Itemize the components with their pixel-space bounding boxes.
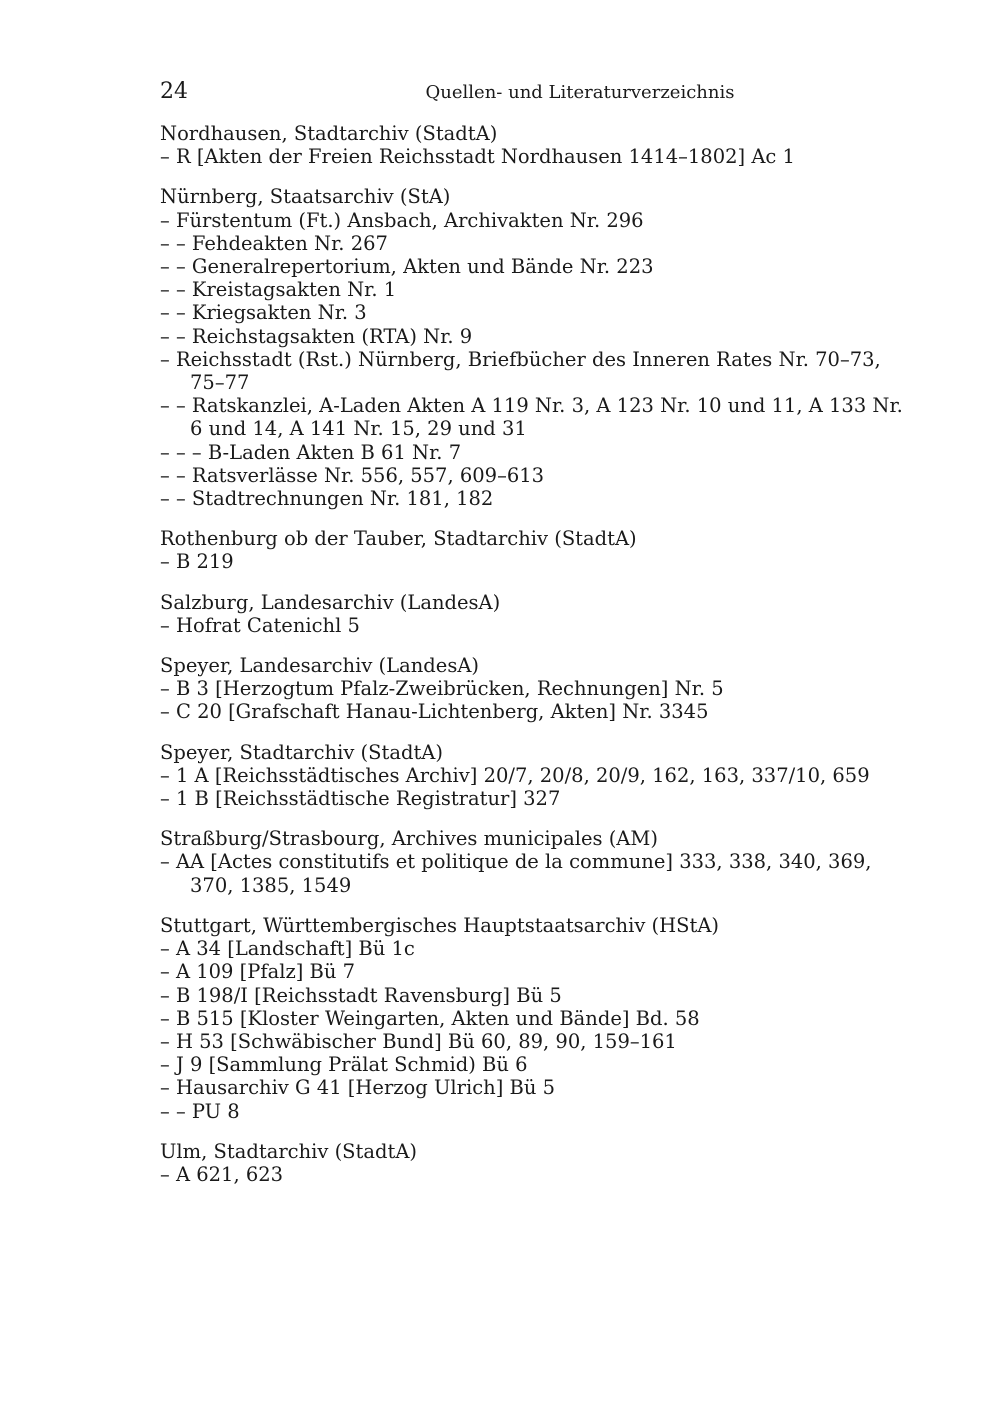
source-entry: – – Generalrepertorium, Akten und Bände Nr. 223 <box>160 255 654 279</box>
source-entry: – A 109 [Pfalz] Bü 7 <box>160 960 356 984</box>
archive-group <box>160 527 920 573</box>
source-entry: – A 621, 623 <box>160 1162 284 1186</box>
archive-group <box>160 914 920 1123</box>
source-entry: – 1 A [Reichsstädtisches Archiv] 20/7, 20/8, 20/9, 162, 163, 337/10, 659 <box>160 763 870 787</box>
source-entry: – B 515 [Kloster Weingarten, Akten und Bände] Bd. 58 <box>160 1006 700 1030</box>
page-number: 24 <box>160 79 188 104</box>
archive-heading: Salzburg, Landesarchiv (LandesA) <box>160 590 501 614</box>
source-entry: – J 9 [Sammlung Prälat Schmid) Bü 6 <box>160 1053 528 1077</box>
archive-group <box>160 591 920 637</box>
archive-heading: Speyer, Landesarchiv (LandesA) <box>160 654 480 678</box>
archive-heading: Ulm, Stadtarchiv (StadtA) <box>160 1139 418 1163</box>
source-entry: – Reichsstadt (Rst.) Nürnberg, Briefbücher des Inneren Rates Nr. 70–73, 75–77 <box>160 347 881 395</box>
archive-heading: Nürnberg, Staatsarchiv (StA) <box>160 185 451 209</box>
source-entry: – – – B-Laden Akten B 61 Nr. 7 <box>160 440 462 464</box>
archive-heading: Stuttgart, Württembergisches Hauptstaatsarchiv (HStA) <box>160 913 720 937</box>
source-entry: – – Ratsverlässe Nr. 556, 557, 609–613 <box>160 463 545 487</box>
source-entry: – A 34 [Landschaft] Bü 1c <box>160 937 415 961</box>
source-entry: – C 20 [Grafschaft Hanau-Lichtenberg, Akten] Nr. 3345 <box>160 700 709 724</box>
source-entry: – B 198/I [Reichsstadt Ravensburg] Bü 5 <box>160 983 562 1007</box>
source-entry: – – PU 8 <box>160 1099 240 1123</box>
source-entry: – AA [Actes constitutifs et politique de la commune] 333, 338, 340, 369, 370, 1385, 1549 <box>160 850 872 897</box>
archive-group <box>160 1140 920 1186</box>
archive-group <box>160 741 920 811</box>
source-list <box>160 122 920 1203</box>
source-entry: – 1 B [Reichsstädtische Registratur] 327 <box>160 787 561 811</box>
source-entry: – B 3 [Herzogtum Pfalz-Zweibrücken, Rechnungen] Nr. 5 <box>160 677 724 701</box>
source-entry: – – Fehdeakten Nr. 267 <box>160 231 388 255</box>
archive-group <box>160 185 920 510</box>
source-entry: – Hausarchiv G 41 [Herzog Ulrich] Bü 5 <box>160 1076 555 1100</box>
archive-heading: Rothenburg ob der Tauber, Stadtarchiv (StadtA) <box>160 527 637 551</box>
archive-heading: Nordhausen, Stadtarchiv (StadtA) <box>160 122 498 145</box>
source-entry: – – Kreistagsakten Nr. 1 <box>160 278 397 302</box>
archive-heading: Straßburg/Strasbourg, Archives municipales (AM) <box>160 827 658 851</box>
source-entry: – B 219 <box>160 550 234 574</box>
archive-group <box>160 827 920 897</box>
source-entry: – – Ratskanzlei, A-Laden Akten A 119 Nr. 3, A 123 Nr. 10 und 11, A 133 Nr. 6 und 14, A 141 Nr. 15, 29 und 31 <box>160 394 903 441</box>
running-title: Quellen- und Literaturverzeichnis <box>425 82 735 103</box>
source-entry: – Fürstentum (Ft.) Ansbach, Archivakten Nr. 296 <box>160 208 644 232</box>
source-entry: – Hofrat Catenichl 5 <box>160 613 360 637</box>
source-entry: – – Reichstagsakten (RTA) Nr. 9 <box>160 324 473 348</box>
page-header <box>160 78 910 108</box>
archive-heading: Speyer, Stadtarchiv (StadtA) <box>160 740 443 764</box>
source-entry: – – Kriegsakten Nr. 3 <box>160 301 367 325</box>
source-entry: – – Stadtrechnungen Nr. 181, 182 <box>160 487 494 511</box>
source-entry: – R [Akten der Freien Reichsstadt Nordhausen 1414–1802] Ac 1 <box>160 145 795 169</box>
source-entry: – H 53 [Schwäbischer Bund] Bü 60, 89, 90, 159–161 <box>160 1029 677 1053</box>
archive-group <box>160 122 920 168</box>
archive-group <box>160 654 920 724</box>
